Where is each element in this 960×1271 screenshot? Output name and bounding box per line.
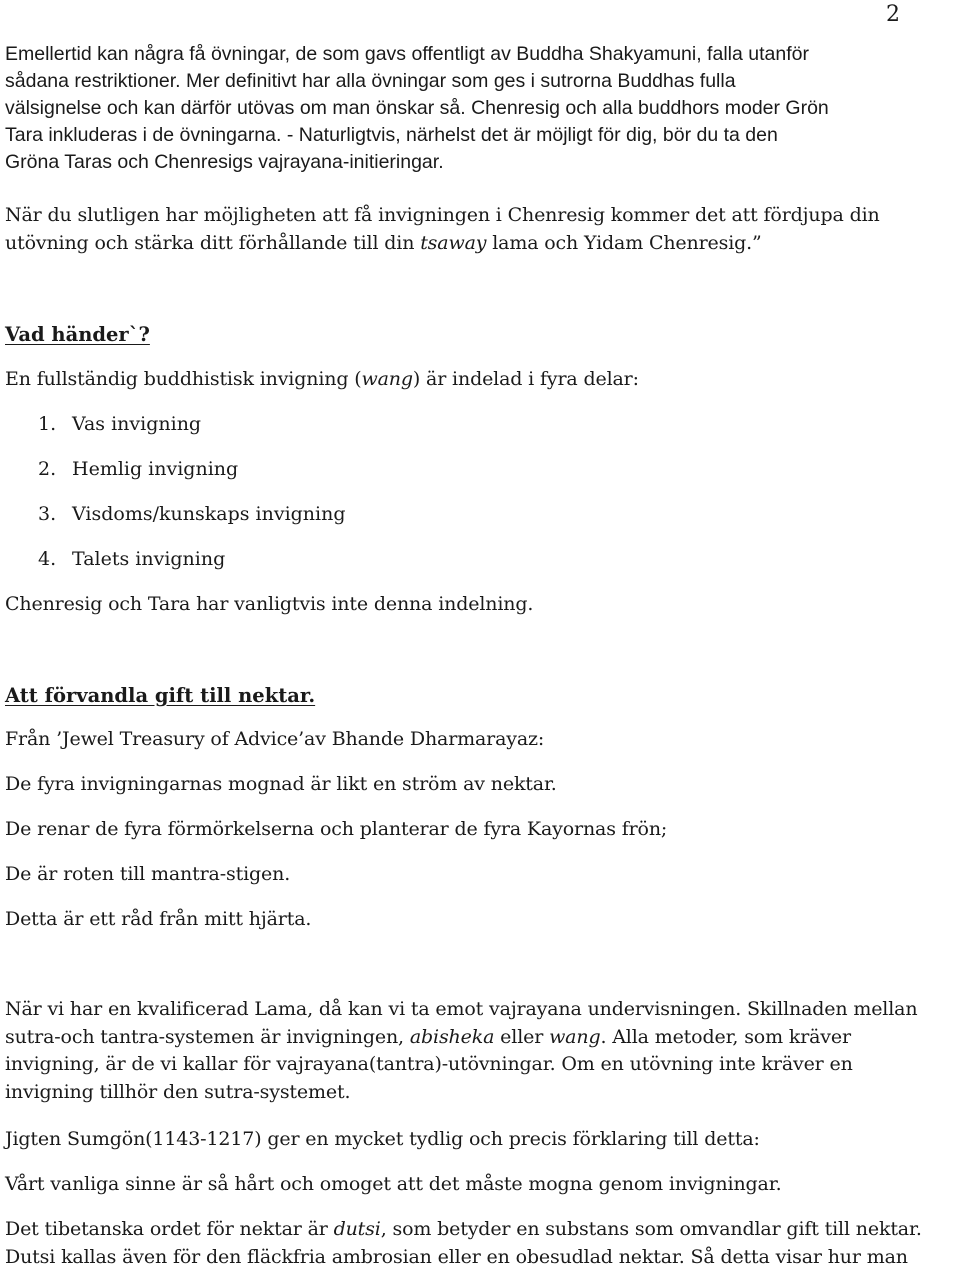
mind-paragraph: Vårt vanliga sinne är så hårt och omoget att det måste mogna genom invigningar. — [5, 1171, 955, 1199]
verse-line: Detta är ett råd från mitt hjärta. — [5, 906, 955, 934]
section-intro — [5, 366, 955, 394]
verse-line: De renar de fyra förmörkelserna och planterar de fyra Kayornas frön; — [5, 816, 955, 844]
list-label: Vas invigning — [72, 413, 201, 435]
list-item — [38, 456, 238, 483]
emphasis-term: abisheka — [410, 1026, 494, 1048]
quote-source: Från ’Jewel Treasury of Advice’av Bhande Dharmarayaz: — [5, 726, 955, 754]
list-label: Hemlig invigning — [72, 458, 238, 480]
page-number: 2 — [886, 2, 900, 27]
list-item — [38, 501, 346, 528]
emphasis-term: dutsi — [334, 1218, 381, 1240]
list-label: Visdoms/kunskaps invigning — [72, 503, 346, 525]
initiation-line: När du slutligen har möjligheten att få invigningen i Chenresig kommer det att fördjupa din — [5, 202, 955, 230]
dutsi-line: Dutsi kallas även för den fläckfria ambrosian eller en obesudlad nektar. Så detta visar hur man — [5, 1244, 955, 1271]
list-number: 1. — [38, 411, 72, 438]
text-run: utövning och stärka ditt förhållande till din — [5, 232, 420, 254]
intro-line: sådana restriktioner. Mer definitivt har alla övningar som ges i sutrorna Buddhas fulla — [5, 68, 955, 95]
lama-line: När vi har en kvalificerad Lama, då kan vi ta emot vajrayana undervisningen. Skillnaden mellan — [5, 996, 955, 1024]
lama-line: invigning, är de vi kallar för vajrayana(tantra)-utövningar. Om en utövning inte kräver en — [5, 1051, 955, 1079]
list-item — [38, 546, 225, 573]
emphasis-term: tsaway — [420, 232, 486, 254]
list-label: Talets invigning — [72, 548, 225, 570]
list-number: 2. — [38, 456, 72, 483]
list-number: 4. — [38, 546, 72, 573]
jigten-paragraph: Jigten Sumgön(1143-1217) ger en mycket tydlig och precis förklaring till detta: — [5, 1126, 955, 1154]
emphasis-term: wang — [362, 368, 413, 390]
text-run: , som betyder en substans som omvandlar gift till nektar. — [381, 1218, 922, 1240]
lama-line: invigning tillhör den sutra-systemet. — [5, 1079, 955, 1107]
text-run: Det tibetanska ordet för nektar är — [5, 1218, 334, 1240]
intro-line: välsignelse och kan därför utövas om man önskar så. Chenresig och alla buddhors moder Grön — [5, 95, 955, 122]
text-run: sutra-och tantra-systemen är invigningen, — [5, 1026, 410, 1048]
lama-paragraph — [5, 996, 955, 1106]
text-run: lama och Yidam Chenresig.” — [486, 232, 761, 254]
intro-line: Tara inkluderas i de övningarna. - Naturligtvis, närhelst det är möjligt för dig, bör du ta den — [5, 122, 955, 149]
intro-line: Emellertid kan några få övningar, de som gavs offentligt av Buddha Shakyamuni, falla utanför — [5, 41, 955, 68]
section-heading: Vad händer`? — [5, 321, 955, 348]
text-run: . Alla metoder, som kräver — [600, 1026, 850, 1048]
text-run: eller — [494, 1026, 549, 1048]
intro-line: Gröna Taras och Chenresigs vajrayana-initieringar. — [5, 149, 955, 176]
list-number: 3. — [38, 501, 72, 528]
section-heading: Att förvandla gift till nektar. — [5, 682, 955, 709]
text-run: En fullständig buddhistisk invigning ( — [5, 368, 362, 390]
initiation-paragraph — [5, 202, 955, 257]
dutsi-line — [5, 1216, 955, 1244]
text-run: ) är indelad i fyra delar: — [413, 368, 639, 390]
intro-paragraph — [5, 41, 955, 176]
section-note: Chenresig och Tara har vanligtvis inte denna indelning. — [5, 591, 955, 619]
dutsi-paragraph — [5, 1216, 955, 1271]
initiation-line — [5, 230, 955, 258]
verse-line: De är roten till mantra-stigen. — [5, 861, 955, 889]
lama-line — [5, 1024, 955, 1052]
emphasis-term: wang — [549, 1026, 600, 1048]
verse-line: De fyra invigningarnas mognad är likt en ström av nektar. — [5, 771, 955, 799]
list-item — [38, 411, 201, 438]
